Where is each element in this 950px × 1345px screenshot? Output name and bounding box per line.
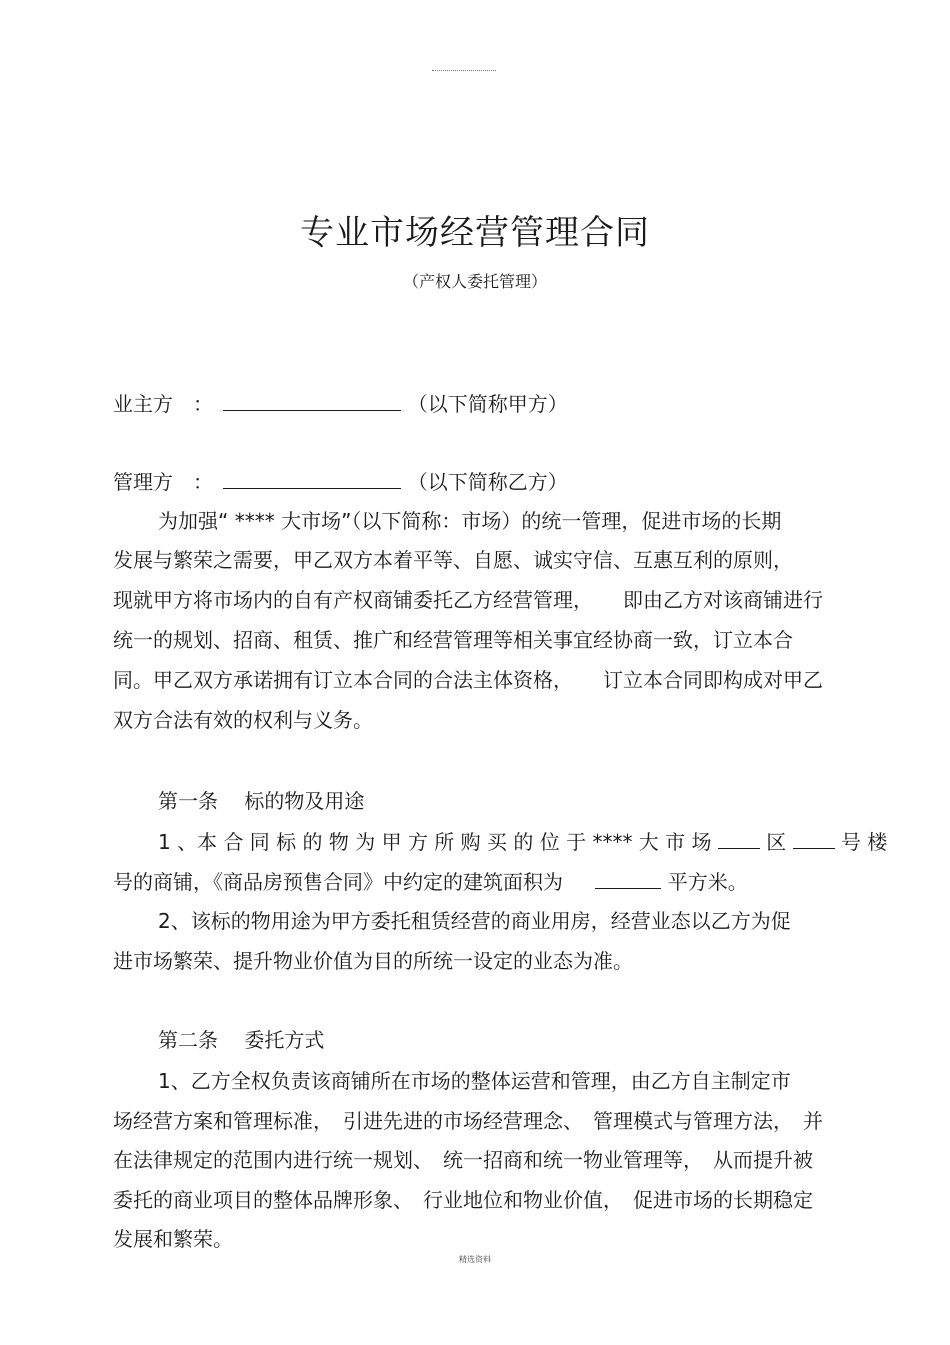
manager-suffix: （以下简称乙方） (407, 470, 568, 494)
article-2-line: 发展和繁荣。 (113, 1227, 233, 1251)
building-number-blank[interactable] (793, 826, 835, 849)
district-blank[interactable] (718, 826, 760, 849)
manager-party-line (113, 466, 568, 497)
preamble-line: 发展与繁荣之需要，甲乙双方本着平等、自愿、诚实守信、互惠互利的原则， (113, 548, 793, 572)
article-1-item-1 (158, 826, 887, 857)
article-1-item-1-text: 1 、本 合 同 标 的 物 为 甲 方 所 购 买 的 位 于 **** 大 市 场 (158, 830, 712, 854)
article-2-line: 委托的商业项目的整体品牌形象、 行业地位和物业价值， 促进市场的长期稳定 (113, 1188, 813, 1212)
area-blank[interactable] (595, 866, 661, 889)
owner-label: 业主方 ： (113, 392, 213, 416)
owner-party-line (113, 388, 568, 419)
article-1-heading: 第一条 标的物及用途 (158, 789, 365, 813)
owner-suffix: （以下简称甲方） (407, 392, 568, 416)
manager-label: 管理方 ： (113, 470, 213, 494)
article-2-heading: 第二条 委托方式 (158, 1028, 325, 1052)
area-unit: 平方米。 (667, 870, 748, 894)
preamble-line: 现就甲方将市场内的自有产权商铺委托乙方经营管理， 即由乙方对该商铺进行 (113, 588, 823, 612)
header-rule (432, 70, 496, 71)
document-title: 专业市场经营管理合同 (300, 213, 650, 253)
article-2-line: 场经营方案和管理标准， 引进先进的市场经营理念、 管理模式与管理方法， 并 (113, 1109, 823, 1133)
article-1-item-1-area-text: 号的商铺，《商品房预售合同》中约定的建筑面积为 (113, 870, 563, 894)
article-1-item-2-line-2: 进市场繁荣、提升物业价值为目的所统一设定的业态为准。 (113, 949, 633, 973)
preamble-line: 统一的规划、招商、租赁、推广和经营管理等相关事宜经协商一致，订立本合 (113, 628, 793, 652)
district-label: 区 (766, 830, 787, 854)
owner-name-blank[interactable] (223, 388, 401, 411)
page-footer: 精选资料 (459, 1255, 491, 1264)
article-1-item-1-line-2 (113, 866, 748, 897)
preamble-line: 为加强“ **** 大市场”（以下简称：市场）的统一管理，促进市场的长期 (158, 509, 782, 533)
preamble-line: 同。甲乙双方承诺拥有订立本合同的合法主体资格， 订立本合同即构成对甲乙 (113, 668, 823, 692)
article-1-item-2: 2、该标的物用途为甲方委托租赁经营的商业用房，经营业态以乙方为促 (158, 909, 791, 933)
article-2-line: 在法律规定的范围内进行统一规划、 统一招商和统一物业管理等， 从而提升被 (113, 1148, 813, 1172)
document-subtitle: （产权人委托管理） (402, 272, 547, 291)
article-2-line: 1、乙方全权负责该商铺所在市场的整体运营和管理，由乙方自主制定市 (158, 1069, 791, 1093)
manager-name-blank[interactable] (223, 466, 401, 489)
building-label: 号 楼 (840, 830, 888, 854)
preamble-line: 双方合法有效的权利与义务。 (113, 708, 373, 732)
